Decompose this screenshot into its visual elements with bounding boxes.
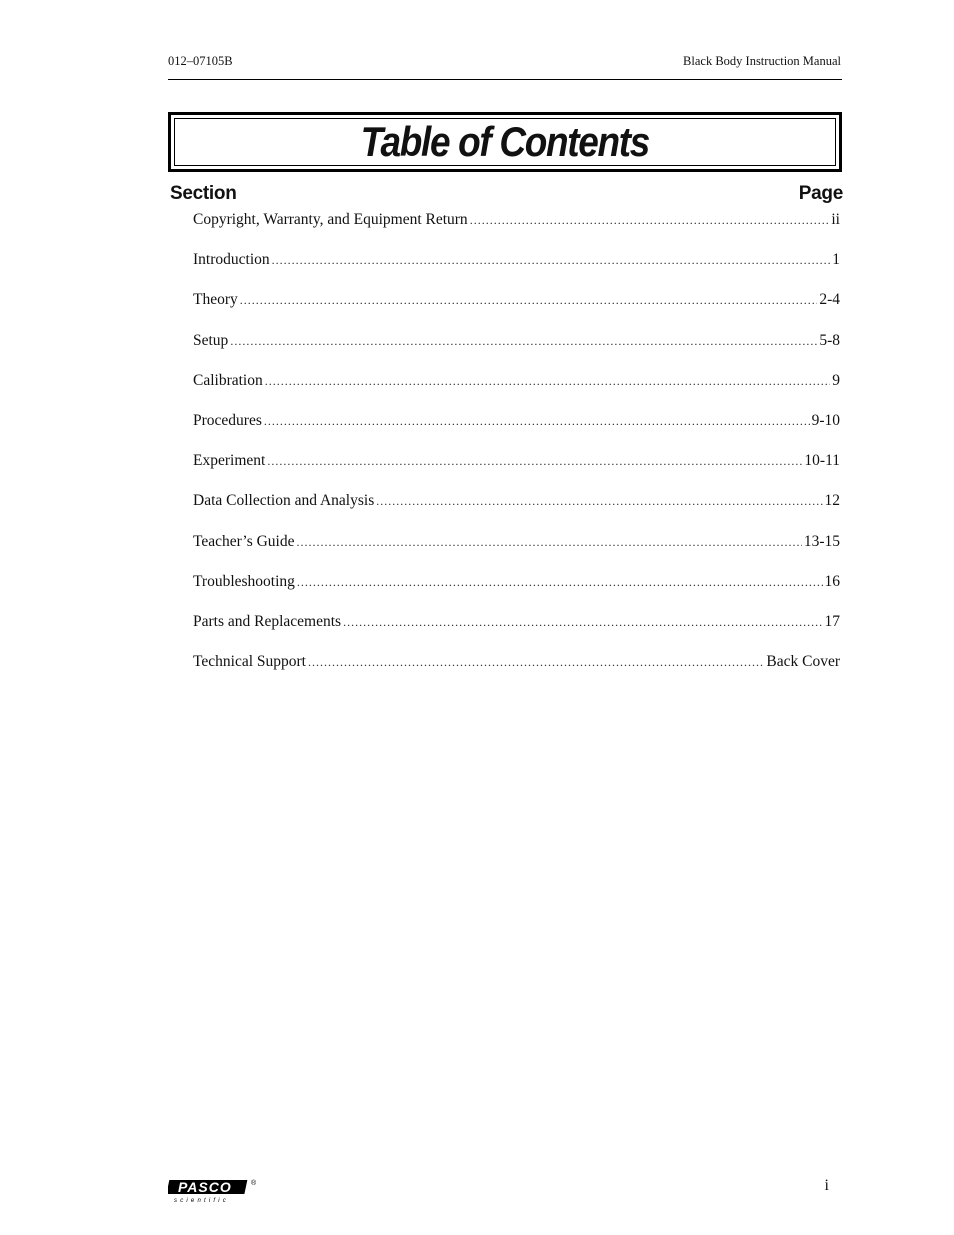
dot-leader — [343, 615, 822, 630]
toc-entry-calibration[interactable] — [193, 372, 840, 412]
dot-leader — [296, 535, 801, 550]
page-title: Table of Contents — [360, 118, 650, 165]
header-divider — [168, 79, 842, 80]
toc-entry-label: Theory — [193, 291, 238, 309]
page-number: i — [824, 1177, 829, 1194]
toc-entry-label: Troubleshooting — [193, 572, 295, 590]
pasco-logo — [168, 1177, 260, 1203]
toc-entry-parts[interactable] — [193, 613, 840, 653]
table-of-contents-list — [193, 211, 840, 693]
pasco-logo-text: PASCO — [178, 1179, 232, 1195]
toc-entry-page: ii — [831, 211, 840, 228]
toc-entry-page: 9-10 — [811, 411, 840, 429]
toc-entry-label: Experiment — [193, 452, 266, 470]
pasco-logo-subtext: scientific — [174, 1198, 230, 1203]
dot-leader — [272, 253, 831, 268]
toc-entry-technical-support[interactable] — [193, 653, 840, 693]
dot-leader — [240, 293, 818, 308]
dot-leader — [230, 334, 817, 349]
toc-entry-page: 12 — [824, 492, 840, 510]
toc-entry-label: Calibration — [193, 371, 263, 389]
toc-entry-label: Parts and Replacements — [193, 612, 342, 630]
toc-entry-page: 5-8 — [819, 331, 840, 349]
dot-leader — [264, 414, 810, 429]
toc-entry-experiment[interactable] — [193, 452, 840, 492]
toc-entry-page: 13-15 — [803, 532, 840, 550]
dot-leader — [297, 575, 823, 590]
toc-entry-label: Technical Support — [193, 653, 306, 671]
dot-leader — [470, 213, 830, 228]
toc-entry-page: 16 — [824, 572, 840, 590]
manual-title: Black Body Instruction Manual — [683, 54, 841, 68]
toc-entry-label: Data Collection and Analysis — [193, 492, 375, 510]
toc-entry-page: 17 — [824, 612, 840, 630]
toc-entry-page: 1 — [832, 251, 840, 269]
dot-leader — [308, 655, 764, 670]
registered-mark: ® — [251, 1180, 257, 1187]
toc-entry-troubleshooting[interactable] — [193, 573, 840, 613]
page-column-header: Page — [798, 183, 843, 204]
toc-entry-page: 10-11 — [804, 452, 840, 470]
section-column-header: Section — [170, 183, 237, 204]
dot-leader — [265, 374, 831, 389]
toc-entry-label: Teacher’s Guide — [193, 532, 295, 550]
toc-entry-label: Copyright, Warranty, and Equipment Return — [193, 211, 468, 228]
toc-entry-data-collection[interactable] — [193, 492, 840, 532]
title-frame — [168, 112, 842, 172]
dot-leader — [267, 454, 802, 469]
toc-entry-label: Procedures — [193, 411, 262, 429]
toc-entry-theory[interactable] — [193, 291, 840, 331]
toc-entry-label: Setup — [193, 331, 229, 349]
document-number: 012–07105B — [168, 54, 233, 68]
toc-entry-label: Introduction — [193, 251, 270, 269]
toc-entry-page: Back Cover — [766, 653, 840, 671]
dot-leader — [376, 494, 822, 509]
toc-entry-page: 9 — [832, 371, 840, 389]
toc-entry-teachers-guide[interactable] — [193, 533, 840, 573]
toc-entry-page: 2-4 — [819, 291, 840, 309]
title-inner-frame — [174, 118, 836, 166]
toc-entry-copyright[interactable] — [193, 211, 840, 251]
toc-entry-introduction[interactable] — [193, 251, 840, 291]
toc-entry-procedures[interactable] — [193, 412, 840, 452]
toc-entry-setup[interactable] — [193, 332, 840, 372]
